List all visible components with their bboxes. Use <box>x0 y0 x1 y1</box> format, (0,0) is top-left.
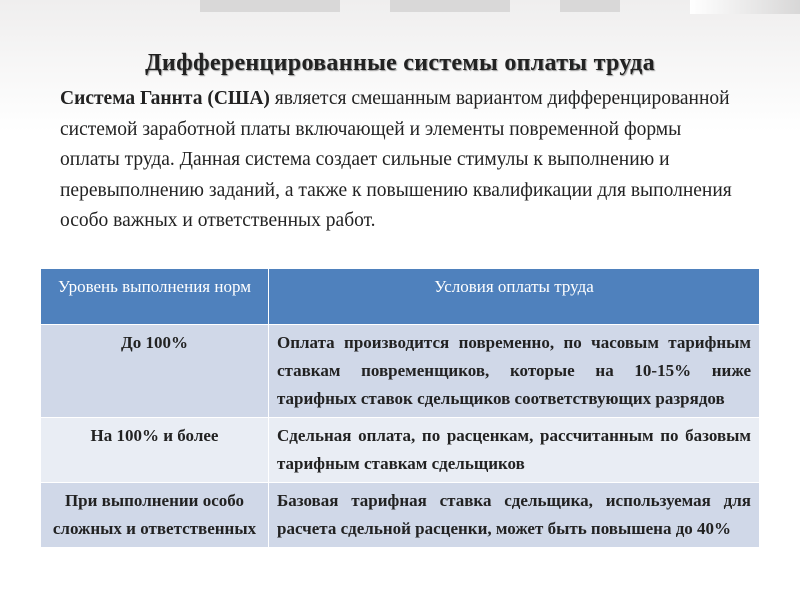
table-row <box>41 483 760 548</box>
row-conditions: Сдельная оплата, по расценкам, рассчитанным по базовым тарифным ставкам сдельщиков <box>269 418 760 483</box>
decor-stripe <box>390 0 510 12</box>
intro-text: является смешанным вариантом дифференцированной системой заработной платы включающей и элементы повременной формы оплаты труда. Данная система создает сильные стимулы к выполнению и перевыполнению заданий, а также к повышению квалификации для выполнения особо важных и ответственных работ. <box>60 88 732 231</box>
decor-stripe <box>560 0 620 12</box>
table-row <box>41 418 760 483</box>
row-level: При выполнении особо сложных и ответственных <box>41 483 269 548</box>
decor-stripe <box>690 0 800 14</box>
header-conditions: Условия оплаты труда <box>269 269 760 325</box>
row-level: На 100% и более <box>41 418 269 483</box>
decor-stripe <box>200 0 340 12</box>
intro-paragraph <box>34 84 734 237</box>
system-name: Система Ганнта (США) <box>60 88 270 109</box>
row-conditions: Оплата производится повременно, по часовым тарифным ставкам повременщиков, которые на 10-15% ниже тарифных ставок сдельщиков соответствующих разрядов <box>269 325 760 418</box>
table-row <box>41 325 760 418</box>
row-level: До 100% <box>41 325 269 418</box>
header-level: Уровень выполнения норм <box>41 269 269 325</box>
table-header-row <box>41 269 760 325</box>
page-title: Дифференцированные системы оплаты труда <box>145 50 655 76</box>
row-conditions: Базовая тарифная ставка сдельщика, используемая для расчета сдельной расценки, может быть повышена до 40% <box>269 483 760 548</box>
gantt-table <box>40 268 760 548</box>
